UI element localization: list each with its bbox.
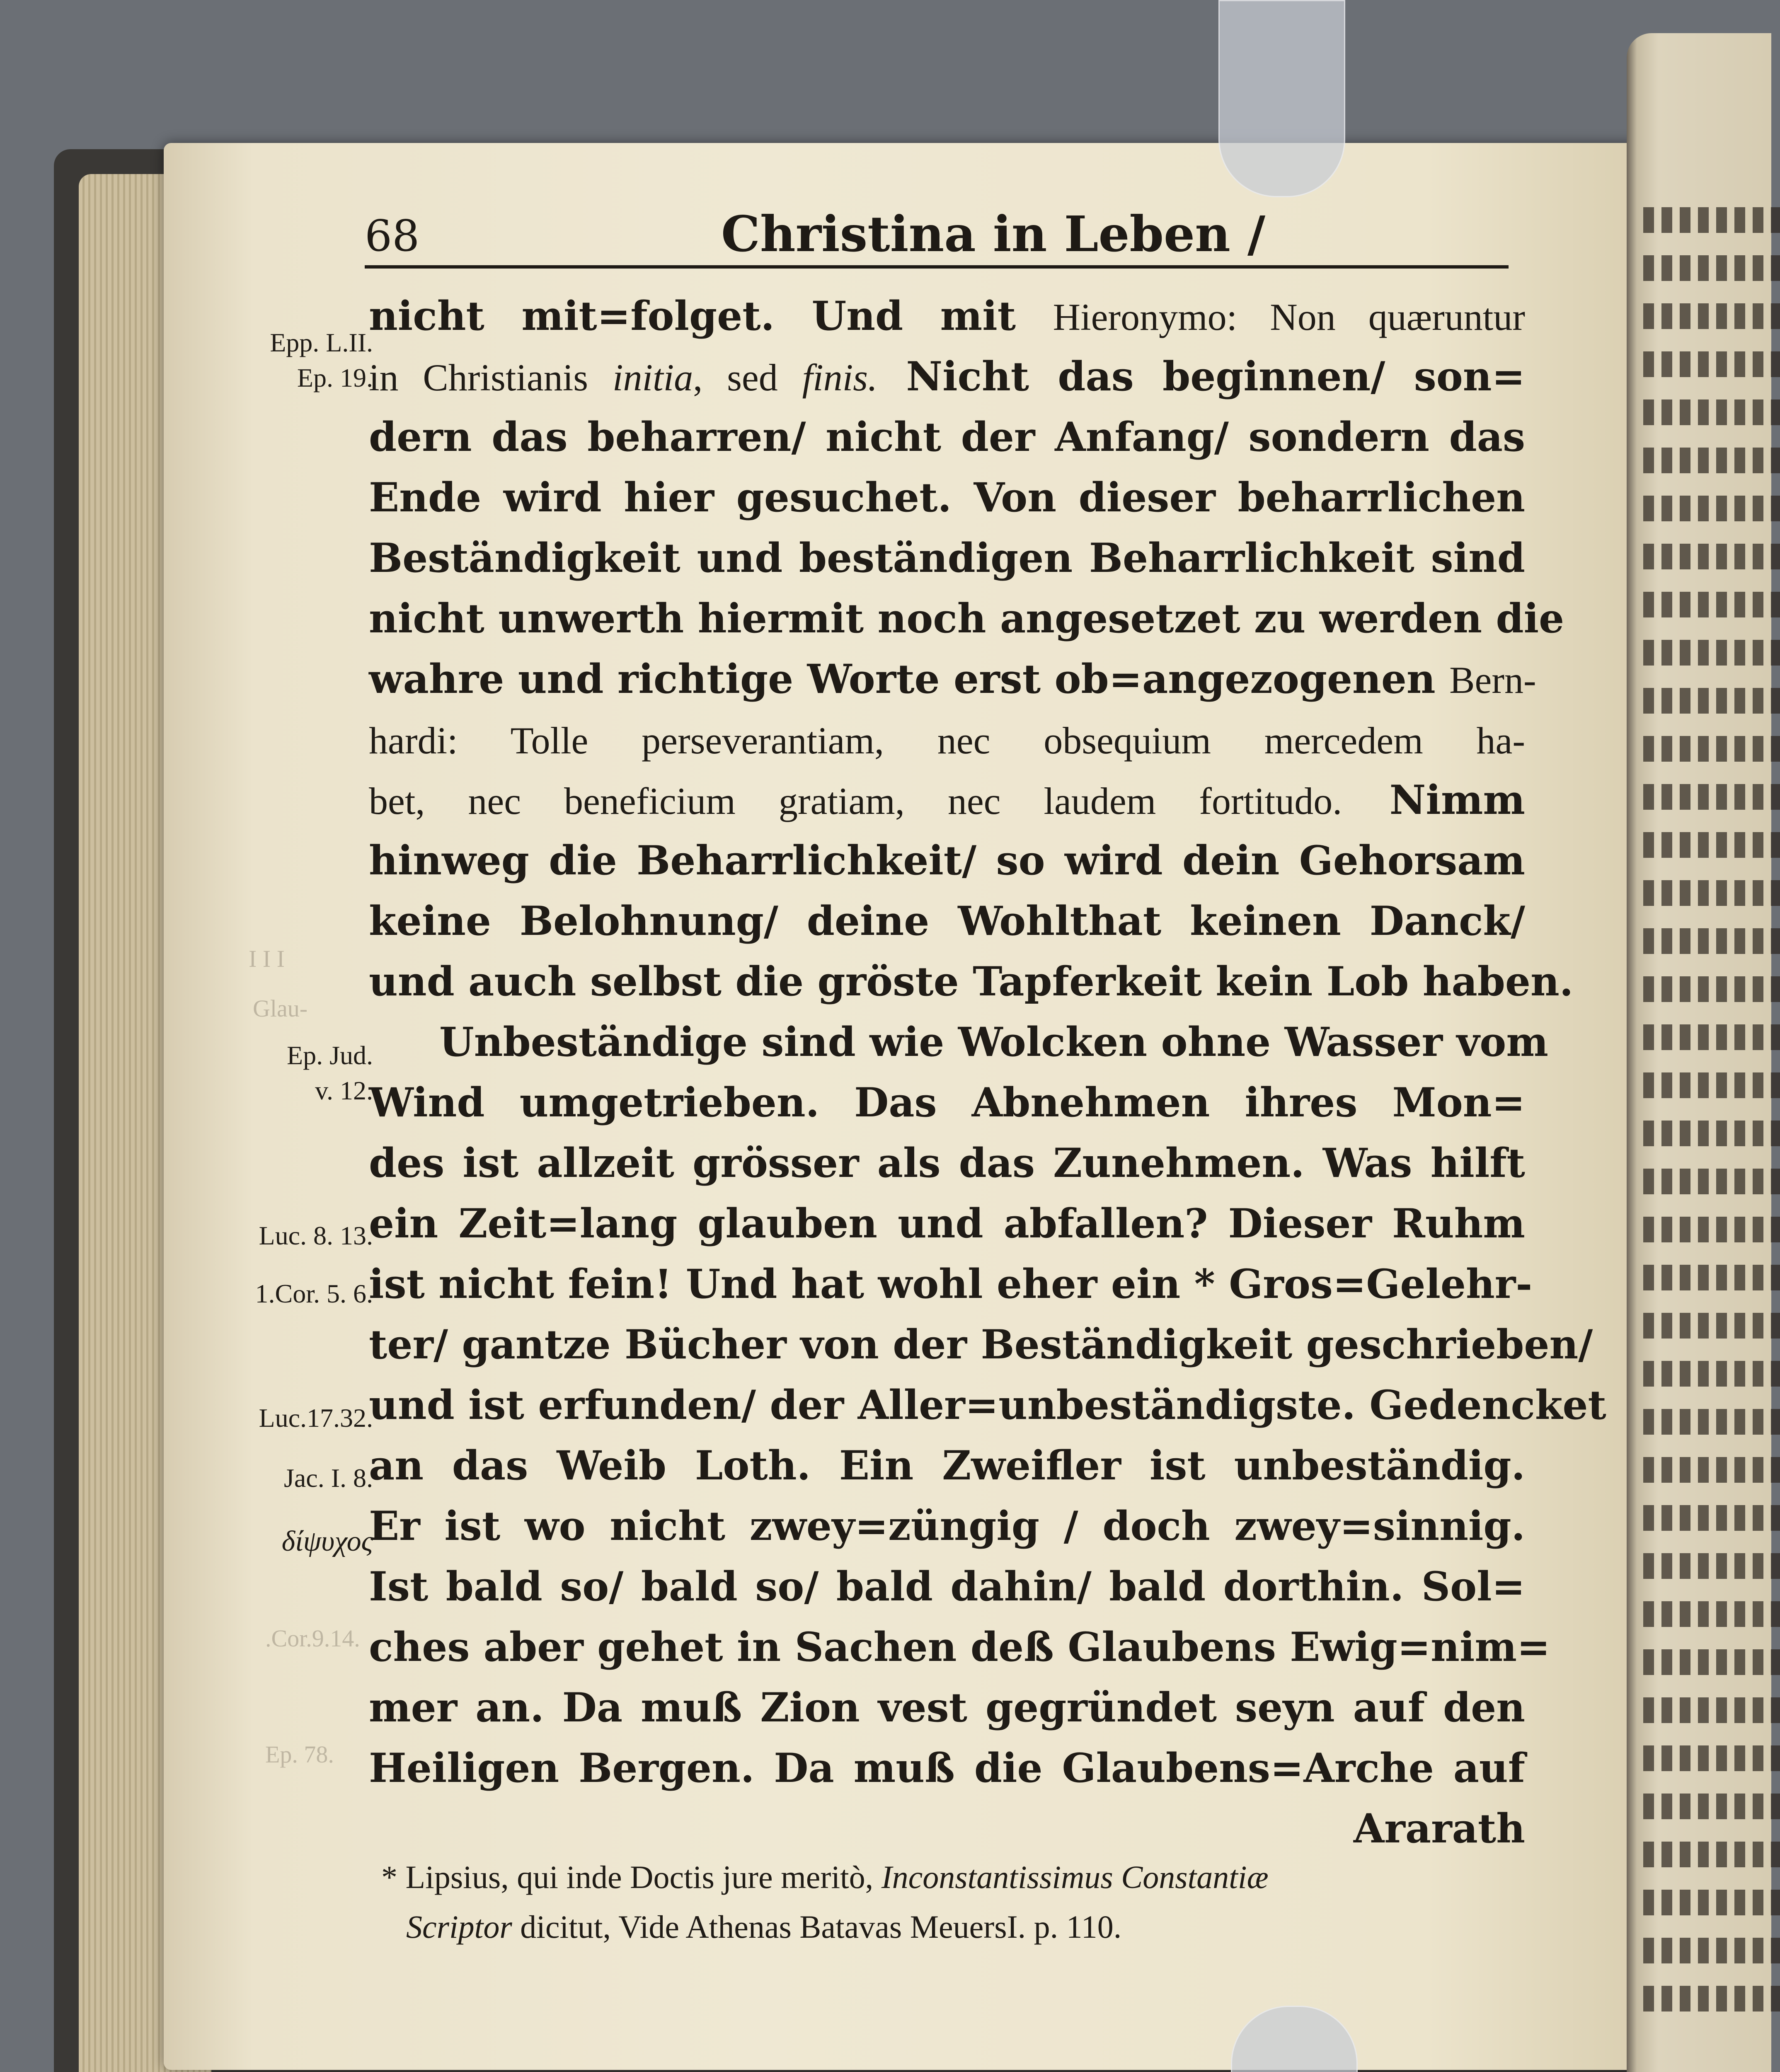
bleed-through-mark: I I I bbox=[249, 945, 285, 972]
body-text bbox=[369, 286, 1606, 1859]
running-title: Christina in Leben / bbox=[721, 205, 1266, 263]
text-line: hinweg die Beharrlichkeit/ so wird dein Gehorsam bbox=[369, 837, 1525, 884]
text-line: an das Weib Loth. Ein Zweifler ist unbeständig. bbox=[369, 1442, 1525, 1489]
text-line: ter/ gantze Bücher von der Beständigkeit geschrieben/ bbox=[369, 1321, 1593, 1368]
text-line: mer an. Da muß Zion vest gegründet seyn auf den bbox=[369, 1684, 1525, 1731]
margin-note-greek: δίψυχος bbox=[281, 1525, 373, 1557]
margin-note: Luc. 8. 13. bbox=[259, 1221, 373, 1250]
text-line: in Christianis initia, sed finis. Nicht das beginnen/ son= bbox=[369, 353, 1526, 400]
text-line: Wind umgetrieben. Das Abnehmen ihres Mon= bbox=[369, 1079, 1525, 1126]
text-line: und ist erfunden/ der Aller=unbeständigste. Gedencket bbox=[369, 1382, 1606, 1428]
text-line: dern das beharren/ nicht der Anfang/ sondern das bbox=[369, 414, 1525, 460]
text-line: ches aber gehet in Sachen deß Glaubens Ewig=nim= bbox=[369, 1624, 1550, 1670]
footnote-line: * Lipsius, qui inde Doctis jure meritò, Inconstantissimus Constantiæ bbox=[381, 1859, 1269, 1895]
page-number: 68 bbox=[365, 211, 420, 261]
text-line: nicht unwerth hiermit noch angesetzet zu werden die bbox=[369, 595, 1564, 642]
text-line: ist nicht fein! Und hat wohl eher ein * Gros=Gelehr- bbox=[369, 1261, 1533, 1307]
text-line: Unbeständige sind wie Wolcken ohne Wasser vom bbox=[439, 1019, 1548, 1065]
text-line: bet, nec beneficium gratiam, nec laudem fortitudo. Nimm bbox=[369, 777, 1526, 823]
text-line: Heiligen Bergen. Da muß die Glaubens=Arche auf bbox=[369, 1745, 1525, 1791]
margin-note: Ep. 19. bbox=[297, 363, 373, 392]
text-line: Ende wird hier gesuchet. Von dieser beharrlichen bbox=[369, 474, 1525, 521]
margin-note: Jac. I. 8. bbox=[283, 1463, 373, 1493]
bleed-through-mark: .Cor.9.14. bbox=[265, 1625, 360, 1652]
margin-note: Ep. Jud. bbox=[287, 1041, 373, 1070]
text-line: ein Zeit=lang glauben und abfallen? Dieser Ruhm bbox=[369, 1200, 1525, 1247]
bleed-through-mark: Glau- bbox=[253, 995, 308, 1022]
margin-note: 1.Cor. 5. 6. bbox=[255, 1279, 373, 1308]
text-line: hardi: Tolle perseverantiam, nec obsequium mercedem ha- bbox=[369, 719, 1525, 762]
footnote-line: Scriptor dicitut, Vide Athenas Batavas MeuersI. p. 110. bbox=[406, 1909, 1122, 1945]
text-line: des ist allzeit grösser als das Zunehmen. Was hilft bbox=[369, 1140, 1525, 1186]
text-line: nicht mit=folget. Und mit Hieronymo: Non quæruntur bbox=[369, 293, 1526, 339]
footnote bbox=[381, 1852, 1525, 1952]
facing-page-text bbox=[1643, 207, 1780, 2034]
text-line: wahre und richtige Worte erst ob=angezogenen Bern- bbox=[369, 656, 1536, 702]
margin-note: Luc.17.32. bbox=[259, 1403, 373, 1433]
text-line: Er ist wo nicht zwey=züngig / doch zwey=sinnig. bbox=[369, 1503, 1525, 1549]
page-header bbox=[365, 199, 1509, 269]
text-line: Ist bald so/ bald so/ bald dahin/ bald dorthin. Sol= bbox=[369, 1563, 1525, 1610]
bleed-through-mark: Ep. 78. bbox=[265, 1741, 334, 1768]
facing-page bbox=[1627, 33, 1771, 2072]
text-line: Beständigkeit und beständigen Beharrlichkeit sind bbox=[369, 535, 1525, 581]
margin-note: Epp. L.II. bbox=[270, 328, 373, 357]
margin-note: v. 12. bbox=[315, 1076, 373, 1105]
text-line: und auch selbst die gröste Tapferkeit kein Lob haben. bbox=[369, 958, 1574, 1005]
text-line: keine Belohnung/ deine Wohlthat keinen Danck/ bbox=[369, 898, 1525, 944]
catchword: Ararath bbox=[1353, 1805, 1525, 1852]
page-clip-top bbox=[1218, 0, 1345, 197]
